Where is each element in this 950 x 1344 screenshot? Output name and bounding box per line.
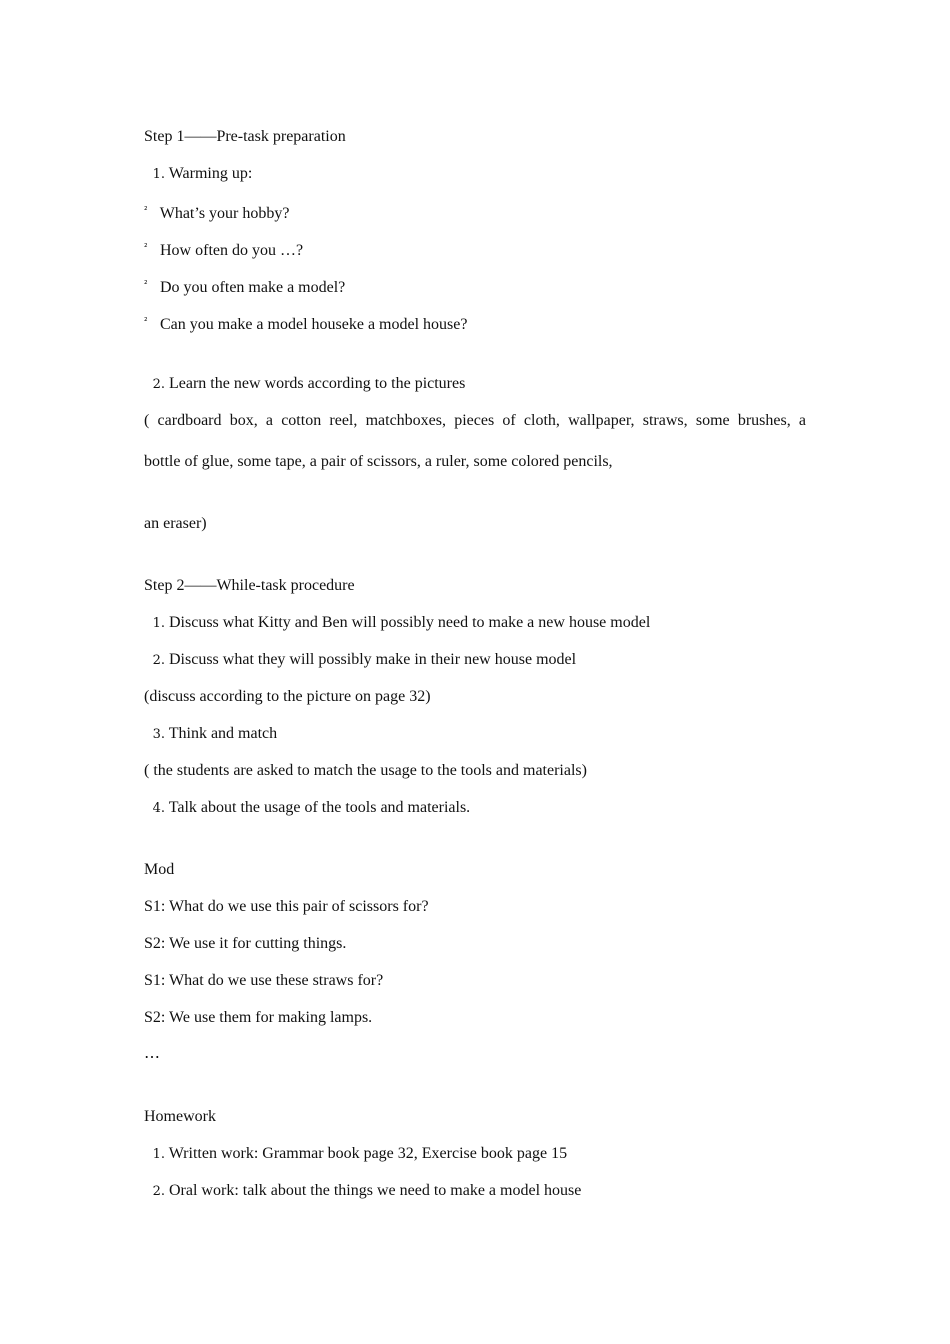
dialogue-line: S2: We use them for making lamps. — [144, 1009, 373, 1026]
question-item — [144, 312, 467, 335]
homework-item — [144, 1144, 567, 1165]
question-text: Do you often make a model? — [160, 279, 346, 296]
bullet-icon: ² — [144, 206, 148, 216]
list-number: 4. — [152, 801, 165, 816]
procedure-item — [144, 724, 277, 745]
procedure-text: Talk about the usage of the tools and materials. — [168, 799, 471, 816]
procedure-item — [144, 798, 470, 819]
step2-heading: Step 2——While-task procedure — [144, 577, 355, 594]
list-number: 3. — [152, 727, 165, 742]
question-item — [144, 238, 303, 261]
procedure-text: Think and match — [168, 725, 278, 742]
procedure-item — [144, 613, 650, 634]
vocabulary-line-3: an eraser) — [144, 515, 207, 532]
dialogue-line: S1: What do we use these straws for? — [144, 972, 384, 989]
question-text: Can you make a model houseke a model house? — [160, 316, 468, 333]
procedure-text: Discuss what they will possibly make in their new house model — [169, 651, 577, 668]
learn-words-label: Learn the new words according to the pictures — [169, 375, 466, 392]
list-number: 1. — [152, 616, 165, 631]
homework-text: Written work: Grammar book page 32, Exercise book page 15 — [168, 1145, 568, 1162]
homework-text: Oral work: talk about the things we need to make a model house — [169, 1182, 582, 1199]
procedure-item — [144, 650, 576, 671]
homework-item — [144, 1181, 581, 1202]
vocabulary-line-2: bottle of glue, some tape, a pair of scissors, a ruler, some colored pencils, — [144, 453, 613, 470]
question-text: How often do you …? — [160, 242, 304, 259]
warmup-label: Warming up: — [168, 165, 253, 182]
warmup-item — [144, 164, 252, 185]
discuss-note: (discuss according to the picture on page 32) — [144, 688, 431, 705]
list-number: 1. — [152, 1147, 165, 1162]
question-item — [144, 201, 289, 224]
match-note: ( the students are asked to match the usage to the tools and materials) — [144, 762, 587, 779]
learn-words-item — [144, 374, 465, 395]
dialogue-line: S2: We use it for cutting things. — [144, 935, 347, 952]
procedure-text: Discuss what Kitty and Ben will possibly need to make a new house model — [169, 614, 651, 631]
dialogue-line: S1: What do we use this pair of scissors for? — [144, 898, 429, 915]
question-text: What’s your hobby? — [159, 205, 290, 222]
bullet-icon: ² — [144, 280, 148, 290]
bullet-icon: ² — [144, 317, 148, 327]
vocabulary-line-1: ( cardboard box, a cotton reel, matchboxes, pieces of cloth, wallpaper, straws, some brushes, a — [144, 412, 806, 429]
list-number: 2. — [152, 1184, 165, 1199]
bullet-icon: ² — [144, 243, 148, 253]
list-number: 2. — [152, 653, 165, 668]
list-number: 2. — [152, 377, 165, 392]
question-item — [144, 275, 345, 298]
homework-heading: Homework — [144, 1108, 216, 1125]
ellipsis: … — [144, 1043, 159, 1062]
list-number: 1. — [152, 167, 165, 182]
step1-heading: Step 1——Pre-task preparation — [144, 128, 346, 145]
mod-heading: Mod — [144, 861, 175, 878]
